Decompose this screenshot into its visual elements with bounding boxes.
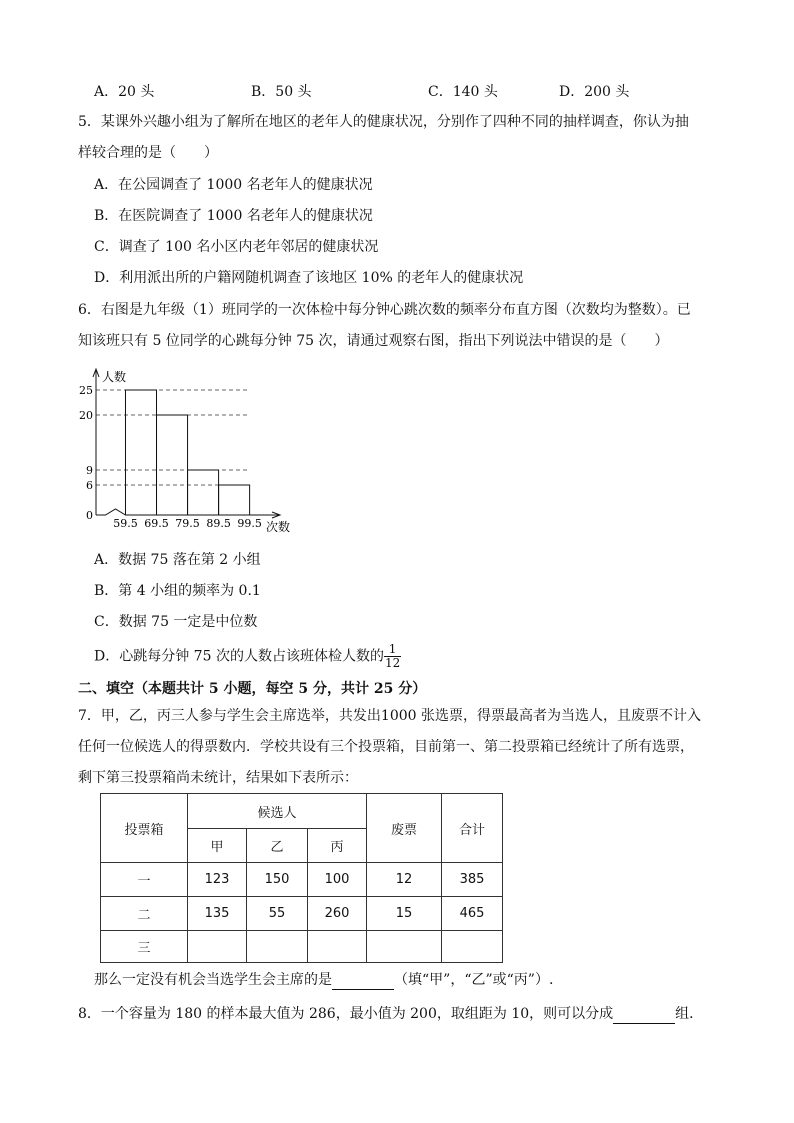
answer-blank[interactable] — [613, 1009, 675, 1024]
q6-option-d — [94, 643, 401, 670]
table-cell: 55 — [247, 897, 308, 931]
histogram-bar — [125, 390, 156, 515]
y-axis-title: 人数 — [102, 370, 127, 384]
header-candidate: 乙 — [247, 829, 308, 863]
q6-option-c: C．数据 75 一定是中位数 — [94, 614, 258, 630]
y-tick-label: 0 — [86, 509, 93, 522]
q7-line2: 任何一位候选人的得票数内．学校共设有三个投票箱，目前第一、第二投票箱已经统计了所有选票， — [78, 739, 694, 755]
table-cell — [308, 931, 367, 963]
q5-option-d: D．利用派出所的户籍网随机调查了该地区 10% 的老年人的健康状况 — [94, 270, 524, 286]
table-cell — [367, 931, 442, 963]
table-cell: 465 — [442, 897, 503, 931]
header-candidate: 甲 — [188, 829, 247, 863]
x-tick-label: 69.5 — [144, 517, 169, 530]
q5-stem-line1: 5．某课外兴趣小组为了解所在地区的老年人的健康状况，分别作了四种不同的抽样调查，你认为抽 — [78, 114, 689, 130]
x-tick-label: 99.5 — [237, 517, 262, 530]
fraction-denominator: 12 — [384, 656, 401, 670]
q5-option-a: A．在公园调查了 1000 名老年人的健康状况 — [94, 177, 373, 193]
x-tick-label: 79.5 — [175, 517, 200, 530]
header-void: 废票 — [367, 794, 442, 863]
q6-option-d-text: D．心跳每分钟 75 次的人数占该班体检人数的 — [94, 648, 384, 665]
histogram-chart — [79, 365, 304, 537]
table-cell: 385 — [442, 863, 503, 897]
table-cell: 12 — [367, 863, 442, 897]
y-tick-label: 20 — [79, 409, 93, 422]
table-cell — [188, 931, 247, 963]
table-cell — [442, 931, 503, 963]
histogram-bar — [188, 470, 219, 515]
table-row — [101, 897, 503, 931]
x-axis-title: 次数 — [266, 520, 291, 534]
q4-option-b: B．50 头 — [251, 84, 312, 100]
y-tick-label: 6 — [86, 479, 93, 492]
q4-option-d: D．200 头 — [559, 84, 630, 100]
answer-blank[interactable] — [332, 975, 394, 990]
q6-stem-line2: 知该班只有 5 位同学的心跳每分钟 75 次，请通过观察右图，指出下列说法中错误的是（ ） — [78, 333, 669, 349]
q4-option-c: C．140 头 — [428, 84, 498, 100]
histogram-bar — [219, 485, 250, 515]
table-cell: 260 — [308, 897, 367, 931]
header-total: 合计 — [442, 794, 503, 863]
q6-option-a: A．数据 75 落在第 2 小组 — [94, 552, 261, 568]
section-heading: 二、填空（本题共计 5 小题，每空 5 分，共计 25 分） — [78, 681, 427, 697]
q7-answer-line — [94, 970, 553, 990]
fraction-numerator: 1 — [384, 643, 401, 657]
q5-stem-line2: 样较合理的是（ ） — [78, 145, 218, 161]
x-tick-label: 89.5 — [206, 517, 231, 530]
table-row — [101, 863, 503, 897]
header-candidates: 候选人 — [188, 794, 367, 829]
q7-line3: 剩下第三投票箱尚未统计，结果如下表所示： — [78, 770, 358, 786]
q4-options — [94, 81, 714, 101]
x-tick-label: 59.5 — [113, 517, 138, 530]
q7-answer-text: 那么一定没有机会当选学生会主席的是 — [94, 972, 332, 988]
q5-option-c: C．调查了 100 名小区内老年邻居的健康状况 — [94, 239, 379, 255]
table-cell: 123 — [188, 863, 247, 897]
table-cell: 二 — [101, 897, 188, 931]
q5-option-b: B．在医院调查了 1000 名老年人的健康状况 — [94, 208, 373, 224]
q7-answer-hint: （填“甲”，“乙”或“丙”）. — [394, 972, 554, 988]
table-cell: 三 — [101, 931, 188, 963]
table-cell — [247, 931, 308, 963]
vote-table — [100, 793, 503, 963]
q6-option-b: B．第 4 小组的频率为 0.1 — [94, 583, 261, 599]
header-ballot-box: 投票箱 — [101, 794, 188, 863]
table-row — [101, 931, 503, 963]
table-cell: 一 — [101, 863, 188, 897]
q8-text-end: 组． — [675, 1006, 704, 1022]
x-axis-break — [96, 509, 125, 515]
q8-line — [78, 1004, 703, 1024]
q6-stem-line1: 6．右图是九年级（1）班同学的一次体检中每分钟心跳次数的频率分布直方图（次数均为整数）。已 — [78, 302, 691, 318]
y-tick-label: 25 — [79, 384, 93, 397]
q4-option-a: A．20 头 — [94, 84, 155, 100]
y-tick-label: 9 — [86, 464, 93, 477]
table-cell: 150 — [247, 863, 308, 897]
table-cell: 15 — [367, 897, 442, 931]
q7-line1: 7．甲，乙，丙三人参与学生会主席选举，共发出1000 张选票，得票最高者为当选人，且废票不计入 — [78, 708, 701, 724]
q8-text: 8．一个容量为 180 的样本最大值为 286，最小值为 200，取组距为 10，则可以分成 — [78, 1006, 614, 1022]
histogram-bar — [157, 415, 188, 515]
table-cell: 135 — [188, 897, 247, 931]
header-candidate: 丙 — [308, 829, 367, 863]
table-cell: 100 — [308, 863, 367, 897]
fraction — [384, 643, 401, 670]
